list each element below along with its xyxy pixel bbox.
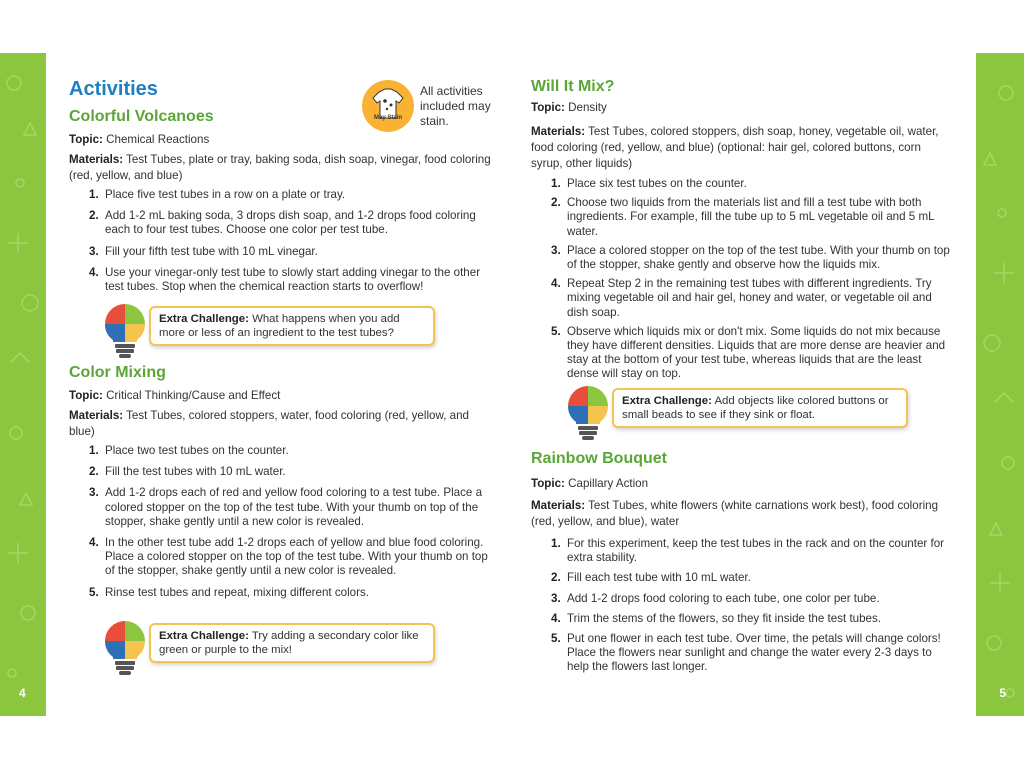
step-number: 3. bbox=[551, 243, 561, 257]
materials-label: Materials: bbox=[69, 153, 124, 166]
list-item bbox=[531, 244, 951, 272]
step-number: 4. bbox=[89, 265, 99, 279]
topic-label: Topic: bbox=[531, 101, 565, 114]
right-border bbox=[976, 53, 1024, 716]
topic-value: Density bbox=[568, 101, 607, 114]
step-text: Trim the stems of the flowers, so they fit inside the test tubes. bbox=[567, 611, 882, 625]
topic-value: Critical Thinking/Cause and Effect bbox=[106, 389, 281, 402]
list-item bbox=[531, 632, 951, 675]
step-text: Fill the test tubes with 10 mL water. bbox=[105, 465, 286, 479]
step-text: Choose two liquids from the materials list and fill a test tube with both ingredients. For example, fill the tube up to 5 mL vegetable oil and 5 mL water. bbox=[567, 196, 935, 238]
topic-label: Topic: bbox=[69, 133, 103, 146]
step-text: Fill each test tube with 10 mL water. bbox=[567, 571, 751, 585]
step-number: 1. bbox=[551, 537, 561, 550]
challenge-label: Extra Challenge: bbox=[622, 395, 712, 407]
section-title-color-mixing: Color Mixing bbox=[69, 364, 166, 381]
challenge-box bbox=[149, 306, 435, 346]
steps-list-volcanoes bbox=[69, 188, 494, 294]
step-number: 2. bbox=[89, 209, 99, 223]
list-item bbox=[69, 266, 494, 294]
step-number: 1. bbox=[89, 188, 99, 201]
step-text: Place six test tubes on the counter. bbox=[567, 177, 747, 190]
may-stain-label: May Stain bbox=[373, 115, 402, 121]
challenge-text: Add objects like colored buttons or small beads to see if they sink or float. bbox=[622, 395, 889, 421]
step-number: 5. bbox=[89, 585, 99, 599]
materials-label: Materials: bbox=[531, 125, 586, 138]
list-item bbox=[69, 465, 494, 479]
materials-value: Test Tubes, colored stoppers, dish soap, honey, vegetable oil, water, food coloring (red, yellow, and blue) (optional: hair gel, colored buttons, corn syrup, other liquids) bbox=[531, 125, 939, 170]
topic-line bbox=[531, 100, 951, 116]
challenge-label: Extra Challenge: bbox=[159, 313, 249, 325]
topic-label: Topic: bbox=[69, 389, 103, 402]
list-item bbox=[531, 537, 951, 565]
step-number: 1. bbox=[89, 444, 99, 457]
materials-line bbox=[69, 152, 494, 184]
challenge-text: Try adding a secondary color like green or purple to the mix! bbox=[159, 630, 419, 656]
list-item bbox=[531, 196, 951, 239]
materials-value: Test Tubes, white flowers (white carnations work best), food coloring (red, yellow, and blue), water bbox=[531, 499, 939, 528]
materials-line bbox=[531, 124, 951, 172]
step-number: 2. bbox=[89, 465, 99, 479]
stain-note: All activities included may stain. bbox=[420, 84, 491, 128]
materials-label: Materials: bbox=[69, 409, 124, 422]
step-text: Place five test tubes in a row on a plate or tray. bbox=[105, 188, 346, 201]
lightbulb-puzzle-icon bbox=[103, 302, 147, 360]
topic-value: Capillary Action bbox=[568, 477, 649, 490]
science-doodle-pattern bbox=[976, 53, 1024, 716]
challenge-text: What happens when you add more or less of an ingredient to the test tubes? bbox=[159, 313, 400, 339]
steps-list-will-it-mix bbox=[531, 177, 951, 382]
step-number: 3. bbox=[551, 591, 561, 605]
may-stain-badge bbox=[362, 80, 414, 132]
topic-line bbox=[531, 476, 951, 492]
extra-challenge-volcanoes bbox=[103, 302, 438, 362]
step-text: Put one flower in each test tube. Over time, the petals will change colors! Place the flowers near sunlight and change the water every 2-3 days to help the flowers last longer. bbox=[567, 632, 941, 674]
challenge-box bbox=[149, 623, 435, 663]
step-number: 5. bbox=[551, 324, 561, 338]
list-item bbox=[69, 245, 494, 259]
steps-list-rainbow-bouquet bbox=[531, 537, 951, 675]
list-item bbox=[69, 209, 494, 237]
step-number: 4. bbox=[551, 611, 561, 625]
step-number: 2. bbox=[551, 571, 561, 585]
step-text: In the other test tube add 1-2 drops each of yellow and blue food coloring. Place a colored stopper on the top of the test tube. With your thumb on top of the stopper, shake gently until a new color is revealed. bbox=[105, 536, 488, 578]
science-doodle-pattern bbox=[0, 53, 46, 716]
step-number: 5. bbox=[551, 632, 561, 646]
step-text: Repeat Step 2 in the remaining test tubes with different ingredients. Try mixing vegetable oil and hair gel, honey and water, or vegetable oil and dish soap. bbox=[567, 277, 932, 319]
list-item bbox=[531, 612, 951, 626]
step-text: Add 1-2 drops food coloring to each tube, one color per tube. bbox=[567, 591, 880, 605]
list-item bbox=[69, 188, 494, 202]
challenge-box bbox=[612, 388, 908, 428]
page-number-left: 4 bbox=[19, 686, 26, 700]
step-text: Place two test tubes on the counter. bbox=[105, 444, 289, 457]
step-number: 3. bbox=[89, 486, 99, 500]
list-item bbox=[531, 177, 951, 191]
topic-value: Chemical Reactions bbox=[106, 133, 210, 146]
list-item bbox=[69, 444, 494, 458]
step-number: 2. bbox=[551, 196, 561, 210]
list-item bbox=[531, 592, 951, 606]
topic-label: Topic: bbox=[531, 477, 565, 490]
list-item bbox=[69, 536, 494, 579]
extra-challenge-color-mixing bbox=[103, 619, 438, 679]
step-text: Add 1-2 drops each of red and yellow food coloring to a test tube. Place a colored stopper on the top of the test tube. With your thumb on top of the stopper, shake gently until a new color is revealed. bbox=[105, 486, 483, 528]
step-number: 3. bbox=[89, 244, 99, 258]
step-text: Use your vinegar-only test tube to slowly start adding vinegar to the other test tubes. Stop when the chemical reaction starts to overflow! bbox=[105, 265, 481, 294]
step-text: Fill your fifth test tube with 10 mL vinegar. bbox=[105, 244, 318, 258]
steps-list-color-mixing bbox=[69, 444, 494, 600]
left-border bbox=[0, 53, 46, 716]
section-title-rainbow-bouquet: Rainbow Bouquet bbox=[531, 450, 667, 467]
step-text: Observe which liquids mix or don't mix. Some liquids do not mix because they have different densities. Liquids that are more dense are heavier and stay at the bottom of your test tube, whereas liquids that are the least dense will stay on top. bbox=[567, 324, 946, 381]
challenge-label: Extra Challenge: bbox=[159, 630, 249, 642]
lightbulb-puzzle-icon bbox=[566, 384, 610, 442]
section-title-will-it-mix: Will It Mix? bbox=[531, 78, 615, 95]
materials-line bbox=[69, 408, 494, 440]
topic-line bbox=[69, 132, 494, 148]
list-item bbox=[531, 325, 951, 382]
step-text: Add 1-2 mL baking soda, 3 drops dish soap, and 1-2 drops food coloring each to four test tubes. Choose one color per test tube. bbox=[105, 209, 476, 237]
step-text: Place a colored stopper on the top of the test tube. With your thumb on top of the stopper, shake gently and observe how the liquids mix. bbox=[567, 243, 950, 272]
step-number: 1. bbox=[551, 177, 561, 190]
section-title-volcanoes: Colorful Volcanoes bbox=[69, 108, 214, 125]
list-item bbox=[69, 486, 494, 529]
materials-line bbox=[531, 498, 951, 530]
page-number-right: 5 bbox=[999, 686, 1006, 700]
materials-value: Test Tubes, colored stoppers, water, food coloring (red, yellow, and blue) bbox=[69, 409, 469, 438]
materials-value: Test Tubes, plate or tray, baking soda, dish soap, vinegar, food coloring (red, yellow, and blue) bbox=[69, 153, 491, 182]
step-number: 4. bbox=[89, 536, 99, 550]
step-text: Rinse test tubes and repeat, mixing different colors. bbox=[105, 585, 370, 599]
step-number: 4. bbox=[551, 277, 561, 291]
list-item bbox=[531, 571, 951, 585]
lightbulb-puzzle-icon bbox=[103, 619, 147, 677]
list-item bbox=[531, 277, 951, 320]
step-text: For this experiment, keep the test tubes in the rack and on the counter for extra stability. bbox=[567, 537, 945, 565]
topic-line bbox=[69, 388, 494, 404]
materials-label: Materials: bbox=[531, 499, 586, 512]
list-item bbox=[69, 586, 494, 600]
page-title: Activities bbox=[69, 78, 158, 100]
extra-challenge-will-it-mix bbox=[566, 384, 916, 444]
